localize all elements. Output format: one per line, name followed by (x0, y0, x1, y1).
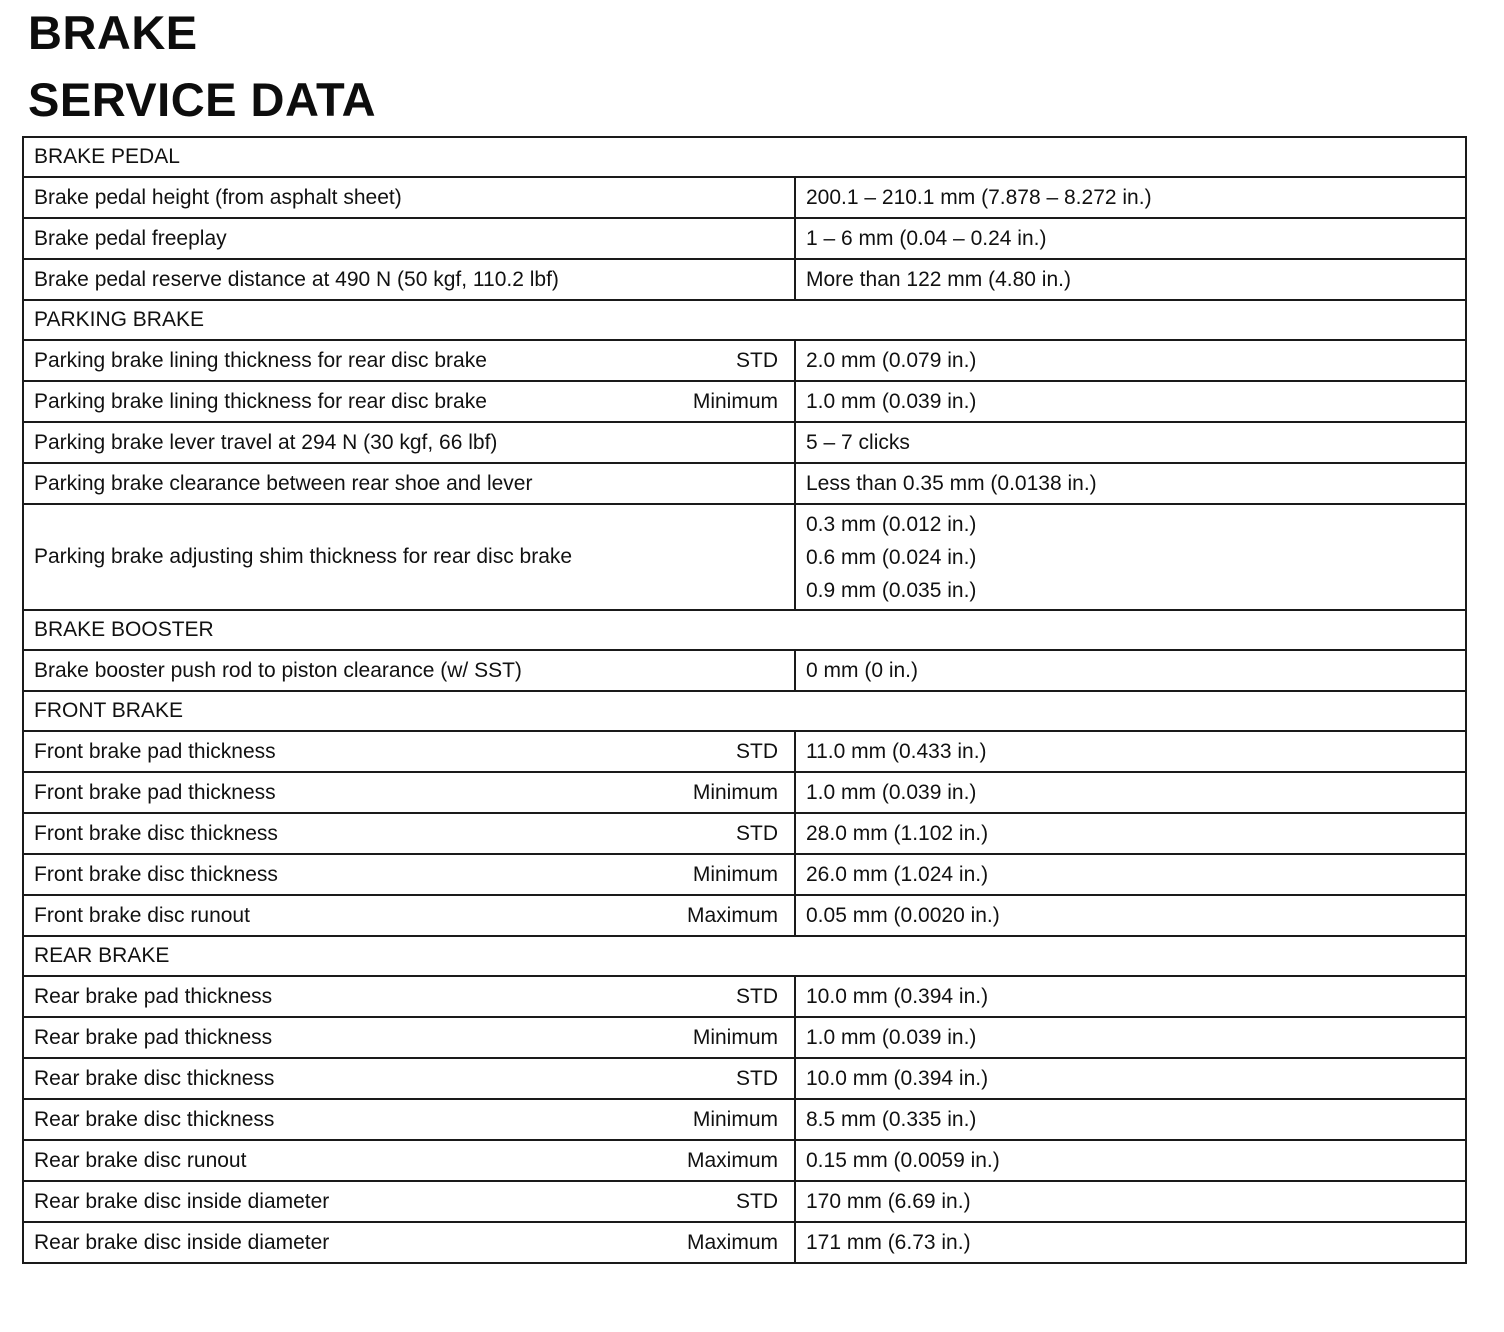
section-heading: FRONT BRAKE (23, 691, 1466, 731)
spec-item-wrap (34, 658, 784, 683)
spec-value-cell (795, 976, 1466, 1017)
table-row (23, 340, 1466, 381)
section-heading: PARKING BRAKE (23, 300, 1466, 340)
spec-item-cell (23, 463, 795, 504)
spec-item-label: Brake pedal reserve distance at 490 N (50 kgf, 110.2 lbf) (34, 267, 559, 291)
spec-value-cell (795, 422, 1466, 463)
spec-item-label: Parking brake lining thickness for rear disc brake (34, 389, 487, 413)
spec-value-cell (795, 854, 1466, 895)
spec-item-wrap (34, 903, 784, 928)
spec-item-wrap (34, 1189, 784, 1214)
spec-value: 0.9 mm (0.035 in.) (806, 578, 977, 602)
section-header-row (23, 691, 1466, 731)
spec-item-label: Front brake disc runout (34, 903, 250, 927)
spec-item-label: Rear brake disc inside diameter (34, 1189, 330, 1213)
spec-item-label: Rear brake disc runout (34, 1148, 247, 1172)
spec-item-cell (23, 813, 795, 854)
spec-item-label: Parking brake lever travel at 294 N (30 kgf, 66 lbf) (34, 430, 498, 454)
section-header-row (23, 137, 1466, 177)
table-row (23, 177, 1466, 218)
spec-value: 200.1 – 210.1 mm (7.878 – 8.272 in.) (806, 186, 1152, 209)
table-row (23, 504, 1466, 610)
table-row (23, 381, 1466, 422)
spec-item-label: Rear brake disc thickness (34, 1066, 275, 1090)
spec-value: 1 – 6 mm (0.04 – 0.24 in.) (806, 227, 1047, 250)
spec-value: 10.0 mm (0.394 in.) (806, 985, 989, 1008)
spec-item-wrap (34, 1148, 784, 1173)
spec-item-cell (23, 895, 795, 936)
section-heading: REAR BRAKE (23, 936, 1466, 976)
page-subtitle: SERVICE DATA (28, 73, 377, 126)
spec-item-wrap (34, 1025, 784, 1050)
spec-value-cell (795, 772, 1466, 813)
spec-item-label: Front brake disc thickness (34, 862, 278, 886)
table-row (23, 1181, 1466, 1222)
spec-item-label: Rear brake pad thickness (34, 1025, 273, 1049)
spec-item-label: Rear brake pad thickness (34, 984, 273, 1008)
table-row (23, 422, 1466, 463)
spec-qualifier: Minimum (692, 389, 778, 413)
spec-value-cell (795, 1058, 1466, 1099)
spec-item-wrap (34, 430, 784, 455)
service-data-body (23, 137, 1466, 1263)
spec-qualifier: Maximum (686, 903, 778, 927)
spec-qualifier: Maximum (686, 1230, 778, 1254)
table-row (23, 1222, 1466, 1263)
spec-item-label: Parking brake lining thickness for rear disc brake (34, 348, 487, 372)
spec-value: 11.0 mm (0.433 in.) (806, 740, 987, 763)
spec-item-label: Parking brake clearance between rear shoe and lever (34, 471, 533, 495)
spec-item-cell (23, 177, 795, 218)
spec-qualifier: Minimum (692, 780, 778, 804)
spec-value: 0 mm (0 in.) (806, 659, 919, 682)
spec-item-cell (23, 731, 795, 772)
spec-item-label: Front brake pad thickness (34, 739, 276, 763)
spec-qualifier: Minimum (692, 1025, 778, 1049)
spec-item-cell (23, 381, 795, 422)
spec-item-wrap (34, 1066, 784, 1091)
spec-qualifier: Minimum (692, 1107, 778, 1131)
spec-value-cell (795, 895, 1466, 936)
spec-qualifier: Minimum (692, 862, 778, 886)
spec-value: 28.0 mm (1.102 in.) (806, 822, 989, 845)
table-row (23, 463, 1466, 504)
spec-value: 0.15 mm (0.0059 in.) (806, 1149, 1000, 1172)
spec-item-wrap (34, 739, 784, 764)
spec-value-cell (795, 1181, 1466, 1222)
spec-item-wrap (34, 1230, 784, 1255)
spec-item-cell (23, 1099, 795, 1140)
spec-value-cell (795, 218, 1466, 259)
spec-item-cell (23, 422, 795, 463)
spec-item-cell (23, 854, 795, 895)
spec-value-cell (795, 381, 1466, 422)
spec-qualifier: STD (736, 1066, 778, 1090)
spec-value-cell (795, 1222, 1466, 1263)
spec-value-cell (795, 731, 1466, 772)
spec-item-label: Rear brake disc inside diameter (34, 1230, 330, 1254)
spec-item-wrap (34, 185, 784, 210)
table-row (23, 895, 1466, 936)
spec-value: More than 122 mm (4.80 in.) (806, 268, 1071, 291)
table-row (23, 1140, 1466, 1181)
spec-item-wrap (34, 544, 784, 569)
spec-item-wrap (34, 471, 784, 496)
spec-item-wrap (34, 348, 784, 373)
spec-value-cell (795, 1140, 1466, 1181)
spec-value: 0.6 mm (0.024 in.) (806, 545, 977, 569)
spec-value-cell (795, 813, 1466, 854)
table-row (23, 218, 1466, 259)
spec-value: Less than 0.35 mm (0.0138 in.) (806, 472, 1097, 495)
spec-item-wrap (34, 780, 784, 805)
table-row (23, 976, 1466, 1017)
spec-value-cell (795, 1099, 1466, 1140)
table-row (23, 259, 1466, 300)
spec-item-wrap (34, 862, 784, 887)
spec-item-cell (23, 340, 795, 381)
section-heading: BRAKE BOOSTER (23, 610, 1466, 650)
section-header-row (23, 300, 1466, 340)
table-row (23, 650, 1466, 691)
spec-value: 8.5 mm (0.335 in.) (806, 1108, 977, 1131)
spec-value-cell (795, 650, 1466, 691)
spec-value-cell (795, 259, 1466, 300)
spec-value: 5 – 7 clicks (806, 431, 910, 454)
page-title: BRAKE (28, 6, 198, 59)
spec-item-cell (23, 976, 795, 1017)
table-row (23, 1017, 1466, 1058)
spec-value-cell (795, 340, 1466, 381)
spec-value: 171 mm (6.73 in.) (806, 1231, 971, 1254)
service-data-table (22, 136, 1467, 1264)
table-row (23, 1058, 1466, 1099)
spec-item-wrap (34, 226, 784, 251)
spec-item-cell (23, 259, 795, 300)
spec-item-label: Front brake disc thickness (34, 821, 278, 845)
spec-item-wrap (34, 821, 784, 846)
table-row (23, 813, 1466, 854)
spec-item-cell (23, 1222, 795, 1263)
spec-value: 26.0 mm (1.024 in.) (806, 863, 989, 886)
spec-item-cell (23, 1140, 795, 1181)
spec-value-cell (795, 177, 1466, 218)
spec-item-cell (23, 772, 795, 813)
spec-qualifier: STD (736, 821, 778, 845)
spec-value: 10.0 mm (0.394 in.) (806, 1067, 989, 1090)
spec-item-wrap (34, 984, 784, 1009)
spec-value: 2.0 mm (0.079 in.) (806, 349, 977, 372)
spec-value: 1.0 mm (0.039 in.) (806, 390, 977, 413)
spec-item-label: Parking brake adjusting shim thickness for rear disc brake (34, 545, 573, 569)
spec-item-wrap (34, 267, 784, 292)
spec-item-wrap (34, 1107, 784, 1132)
table-row (23, 854, 1466, 895)
section-heading: BRAKE PEDAL (23, 137, 1466, 177)
spec-qualifier: Maximum (686, 1148, 778, 1172)
spec-value: 170 mm (6.69 in.) (806, 1190, 971, 1213)
spec-value: 0.05 mm (0.0020 in.) (806, 904, 1000, 927)
spec-item-label: Brake pedal freeplay (34, 226, 227, 250)
spec-item-cell (23, 1017, 795, 1058)
table-row (23, 1099, 1466, 1140)
section-header-row (23, 936, 1466, 976)
spec-item-cell (23, 1058, 795, 1099)
spec-qualifier: STD (736, 348, 778, 372)
spec-item-label: Rear brake disc thickness (34, 1107, 275, 1131)
spec-item-label: Brake booster push rod to piston clearance (w/ SST) (34, 658, 522, 682)
section-header-row (23, 610, 1466, 650)
spec-item-cell (23, 504, 795, 610)
spec-qualifier: STD (736, 739, 778, 763)
spec-item-label: Brake pedal height (from asphalt sheet) (34, 185, 402, 209)
spec-item-cell (23, 1181, 795, 1222)
table-row (23, 772, 1466, 813)
spec-value-cell (795, 1017, 1466, 1058)
table-row (23, 731, 1466, 772)
spec-value-cell (795, 504, 1466, 610)
spec-value: 1.0 mm (0.039 in.) (806, 1026, 977, 1049)
spec-item-cell (23, 218, 795, 259)
spec-value: 0.3 mm (0.012 in.) (806, 512, 977, 536)
spec-qualifier: STD (736, 984, 778, 1008)
spec-item-wrap (34, 389, 784, 414)
spec-item-cell (23, 650, 795, 691)
spec-value-cell (795, 463, 1466, 504)
spec-item-label: Front brake pad thickness (34, 780, 276, 804)
spec-qualifier: STD (736, 1189, 778, 1213)
spec-value: 1.0 mm (0.039 in.) (806, 781, 977, 804)
